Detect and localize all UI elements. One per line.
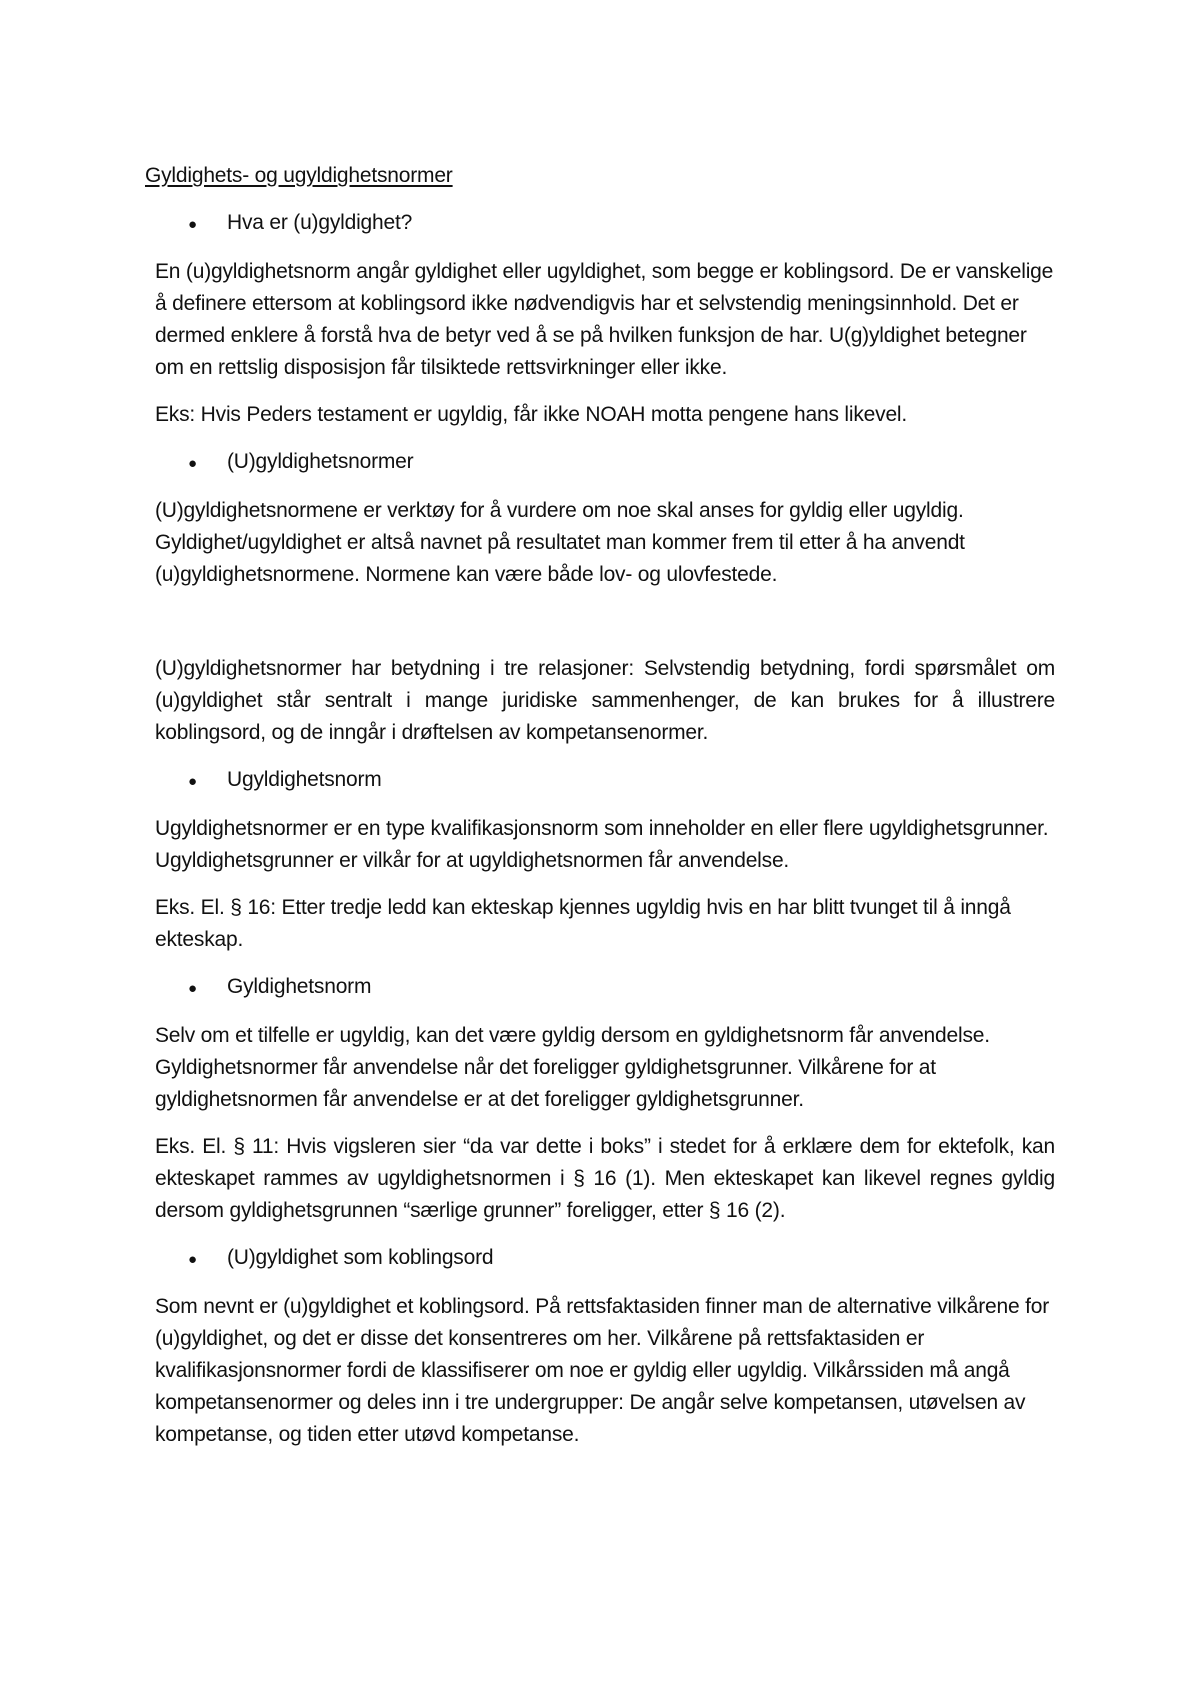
- paragraph: Selv om et tilfelle er ugyldig, kan det være gyldig dersom en gyldighetsnorm får anvendelse. Gyldighetsnormer får anvendelse når det foreligger gyldighetsgrunner. Vilkårene for at gyldighetsnormen får anvendelse er at det foreligger gyldighetsgrunner.: [155, 1024, 990, 1111]
- example-paragraph: Eks: Hvis Peders testament er ugyldig, får ikke NOAH motta pengene hans likevel.: [155, 403, 908, 426]
- paragraph: (U)gyldighetsnormene er verktøy for å vurdere om noe skal anses for gyldig eller ugyldig. Gyldighet/ugyldighet er altså navnet på resultatet man kommer frem til etter å ha anvendt (u)gyldighetsnormene. Normene kan være både lov- og ulovfestede.: [155, 499, 965, 586]
- example-paragraph: Eks. El. § 16: Etter tredje ledd kan ekteskap kjennes ugyldig hvis en har blitt tvunget til å inngå ekteskap.: [155, 896, 1011, 951]
- example-paragraph: Eks. El. § 11: Hvis vigsleren sier “da var dette i boks” i stedet for å erklære dem for ektefolk, kan ekteskapet rammes av ugyldighetsnormen i § 16 (1). Men ekteskapet kan likevel regnes gyldig dersom gyldighetsgrunnen “særlige grunner” foreligger, etter § 16 (2).: [155, 1135, 1055, 1222]
- paragraph: Som nevnt er (u)gyldighet et koblingsord. På rettsfaktasiden finner man de alternative vilkårene for (u)gyldighet, og det er disse det konsentreres om her. Vilkårene på rettsfaktasiden er kvalifikasjonsnormer fordi de klassifiserer om noe er gyldig eller ugyldig. Vilkårssiden må angå kompetansenormer og deles inn i tre undergrupper: De angår selve kompetansen, utøvelsen av kompetanse, og tiden etter utøvd kompetanse.: [155, 1295, 1049, 1446]
- bullet-label: Gyldighetsnorm: [227, 975, 372, 998]
- bullet-icon: ●: [188, 216, 197, 233]
- bullet-label: (U)gyldighetsnormer: [227, 450, 414, 473]
- bullet-item: [155, 1242, 1055, 1276]
- bullet-item: [155, 446, 1055, 480]
- paragraph: En (u)gyldighetsnorm angår gyldighet eller ugyldighet, som begge er koblingsord. De er vanskelige å definere ettersom at koblingsord ikke nødvendigvis har et selvstendig meningsinnhold. Det er dermed enklere å forstå hva de betyr ved å se på hvilken funksjon de har. U(g)yldighet betegner om en rettslig disposisjon får tilsiktede rettsvirkninger eller ikke.: [155, 260, 1054, 379]
- empty-line: [155, 606, 1055, 653]
- bullet-label: Ugyldighetsnorm: [227, 768, 382, 791]
- bullet-label: Hva er (u)gyldighet?: [227, 211, 413, 234]
- bullet-icon: ●: [188, 1251, 197, 1268]
- bullet-item: [155, 971, 1055, 1005]
- page-title: Gyldighets- og ugyldighetsnormer: [145, 164, 453, 187]
- bullet-label: (U)gyldighet som koblingsord: [227, 1246, 494, 1269]
- bullet-icon: ●: [188, 773, 197, 790]
- bullet-icon: ●: [188, 455, 197, 472]
- document-body: [145, 160, 1055, 1466]
- bullet-item: [155, 207, 1055, 241]
- paragraph: Ugyldighetsnormer er en type kvalifikasjonsnorm som inneholder en eller flere ugyldighetsgrunner. Ugyldighetsgrunner er vilkår for at ugyldighetsnormen får anvendelse.: [155, 817, 1049, 872]
- bullet-item: [155, 764, 1055, 798]
- paragraph: (U)gyldighetsnormer har betydning i tre relasjoner: Selvstendig betydning, fordi spørsmålet om (u)gyldighet står sentralt i mange juridiske sammenhenger, de kan brukes for å illustrere koblingsord, og de inngår i drøftelsen av kompetansenormer.: [155, 657, 1055, 744]
- bullet-icon: ●: [188, 980, 197, 997]
